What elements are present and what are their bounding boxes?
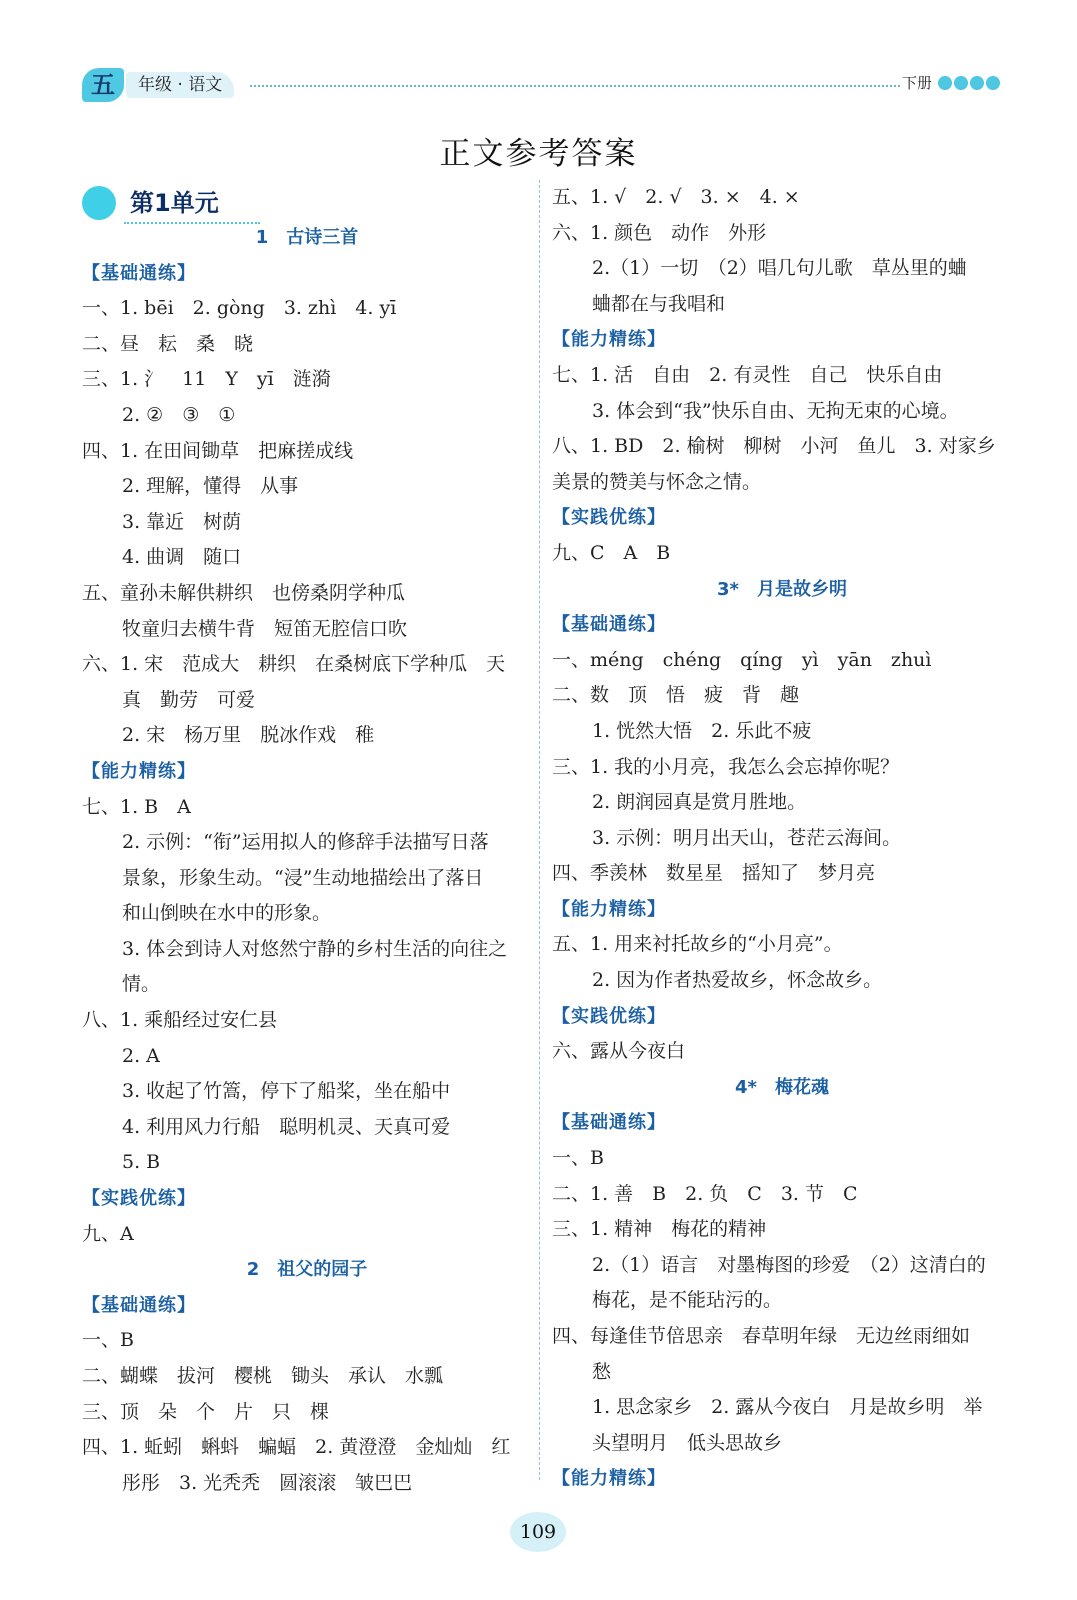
answer-line-indented: 3. 体会到诗人对悠然宁静的乡村生活的向往之 <box>122 937 508 960</box>
unit-heading <box>82 186 262 220</box>
column-divider <box>539 180 540 1480</box>
answer-line-indented: 蛐都在与我唱和 <box>592 292 726 315</box>
answer-line: 一、méng chéng qíng yì yān zhuì <box>552 648 932 671</box>
unit-title: 第1单元 <box>130 189 219 217</box>
page-number: 109 <box>510 1512 566 1552</box>
answer-line: 四、每逢佳节倍思亲 春草明年绿 无边丝雨细如 <box>552 1325 971 1347</box>
answer-line-indented: 2. 朗润园真是赏月胜地。 <box>592 791 807 814</box>
subject-label: 年级 · 语文 <box>126 72 234 98</box>
answer-line: 六、1. 颜色 动作 外形 <box>552 221 767 244</box>
answer-line: 一、B <box>552 1147 604 1170</box>
answer-line: 七、1. B A <box>82 795 191 818</box>
answer-line-indented: 1. 恍然大悟 2. 乐此不疲 <box>592 719 812 742</box>
answer-line-indented: 头望明月 低头思故乡 <box>592 1431 783 1454</box>
answer-line-indented: 2.（1）一切 （2）唱几句儿歌 草丛里的蛐 <box>592 257 967 280</box>
page-title: 正文参考答案 <box>439 136 638 172</box>
answer-line-indented: 情。 <box>122 973 161 996</box>
lesson-title: 2 祖父的园子 <box>246 1259 368 1281</box>
answer-line-indented: 4. 曲调 随口 <box>122 546 242 569</box>
answer-line: 二、蝴蝶 拔河 樱桃 锄头 承认 水瓢 <box>82 1365 444 1387</box>
answer-line-indented: 2.（1）语言 对墨梅图的珍爱 （2）这清白的 <box>592 1253 986 1276</box>
answer-line-indented: 愁 <box>592 1360 612 1383</box>
answer-line: 三、1. 精神 梅花的精神 <box>552 1218 767 1241</box>
answer-line-indented: 3. 体会到“我”快乐自由、无拘无束的心境。 <box>592 399 959 422</box>
answer-line-indented: 5. B <box>122 1151 161 1174</box>
answer-line: 八、1. BD 2. 榆树 柳树 小河 鱼儿 3. 对家乡 <box>552 435 996 458</box>
answer-line-indented: 2. 示例：“衔”运用拟人的修辞手法描写日落 <box>122 831 489 854</box>
section-tag: 【基础通练】 <box>82 1294 196 1316</box>
answer-line: 五、1. 用来衬托故乡的“小月亮”。 <box>552 933 843 956</box>
answer-line-indented: 和山倒映在水中的形象。 <box>122 902 332 925</box>
section-tag: 【实践优练】 <box>82 1188 196 1210</box>
answer-line-indented: 1. 思念家乡 2. 露从今夜白 月是故乡明 举 <box>592 1396 983 1419</box>
section-tag: 【能力精练】 <box>82 760 196 782</box>
answer-line-indented: 2. 宋 杨万里 脱冰作戏 稚 <box>122 724 375 747</box>
section-tag: 【基础通练】 <box>552 614 666 636</box>
answer-line-indented: 2. 理解，懂得 从事 <box>122 475 299 498</box>
answer-line: 四、1. 蚯蚓 蝌蚪 蝙蝠 2. 黄澄澄 金灿灿 红 <box>82 1436 511 1459</box>
answer-line: 七、1. 活 自由 2. 有灵性 自己 快乐自由 <box>552 363 943 386</box>
answer-line-indented: 2. ② ③ ① <box>122 403 236 426</box>
answer-line: 三、1. 氵 11 Y yī 涟漪 <box>82 368 331 391</box>
section-tag: 【能力精练】 <box>552 898 666 920</box>
answer-line: 二、昼 耘 桑 晓 <box>82 332 254 355</box>
answer-line-continued: 美景的赞美与怀念之情。 <box>552 470 762 493</box>
answer-line-indented: 3. 靠近 树荫 <box>122 510 242 533</box>
answer-line: 六、1. 宋 范成大 耕织 在桑树底下学种瓜 天 <box>82 653 506 676</box>
answer-line: 三、顶 朵 个 片 只 棵 <box>82 1400 330 1423</box>
answer-line: 二、数 顶 悟 疲 背 趣 <box>552 684 800 707</box>
answer-line-indented: 梅花，是不能玷污的。 <box>592 1289 783 1312</box>
lesson-title: 3* 月是故乡明 <box>717 578 847 600</box>
answer-line: 九、A <box>82 1222 134 1245</box>
answer-line: 五、童孙未解供耕织 也傍桑阴学种瓜 <box>82 581 406 604</box>
lesson-title: 1 古诗三首 <box>255 227 359 248</box>
left-column <box>82 220 532 1501</box>
answer-line-indented: 彤彤 3. 光秃秃 圆滚滚 皱巴巴 <box>122 1471 413 1494</box>
answer-line: 一、B <box>82 1329 134 1352</box>
answer-line: 一、1. bēi 2. gòng 3. zhì 4. yī <box>82 297 397 320</box>
lesson-title: 4* 梅花魂 <box>735 1076 829 1098</box>
unit-dot-icon <box>82 186 116 220</box>
answer-line: 六、露从今夜白 <box>552 1040 686 1063</box>
answer-line-indented: 3. 收起了竹篙，停下了船桨，坐在船中 <box>122 1080 451 1103</box>
section-tag: 【能力精练】 <box>552 1468 666 1490</box>
section-tag: 【实践优练】 <box>552 507 666 529</box>
answer-line: 九、C A B <box>552 541 671 564</box>
answer-line: 四、1. 在田间锄草 把麻搓成线 <box>82 439 354 462</box>
right-column <box>552 180 1012 1497</box>
answer-line: 四、季羡林 数星星 摇知了 梦月亮 <box>552 862 876 885</box>
header-divider <box>250 85 900 87</box>
answer-line-indented: 牧童归去横牛背 短笛无腔信口吹 <box>122 617 408 640</box>
section-tag: 【基础通练】 <box>82 262 196 284</box>
answer-line: 八、1. 乘船经过安仁县 <box>82 1009 278 1032</box>
answer-line: 二、1. 善 B 2. 负 C 3. 节 C <box>552 1182 858 1205</box>
header-dots-decoration <box>938 76 1000 90</box>
answer-line: 三、1. 我的小月亮，我怎么会忘掉你呢？ <box>552 755 900 778</box>
grade-badge: 五 <box>82 68 124 102</box>
section-tag: 【基础通练】 <box>552 1112 666 1134</box>
page-header <box>82 68 1012 104</box>
section-tag: 【实践优练】 <box>552 1005 666 1027</box>
answer-line-indented: 3. 示例：明月出天山，苍茫云海间。 <box>592 826 902 849</box>
section-tag: 【能力精练】 <box>552 329 666 351</box>
term-label: 下册 <box>902 74 933 92</box>
answer-line-indented: 4. 利用风力行船 聪明机灵、天真可爱 <box>122 1115 451 1138</box>
answer-line-indented: 景象，形象生动。“浸”生动地描绘出了落日 <box>122 866 484 889</box>
answer-line: 五、1. √ 2. √ 3. × 4. × <box>552 186 800 208</box>
answer-line-indented: 2. 因为作者热爱故乡，怀念故乡。 <box>592 969 883 992</box>
answer-line-indented: 真 勤劳 可爱 <box>122 688 256 711</box>
answer-line-indented: 2. A <box>122 1044 160 1067</box>
